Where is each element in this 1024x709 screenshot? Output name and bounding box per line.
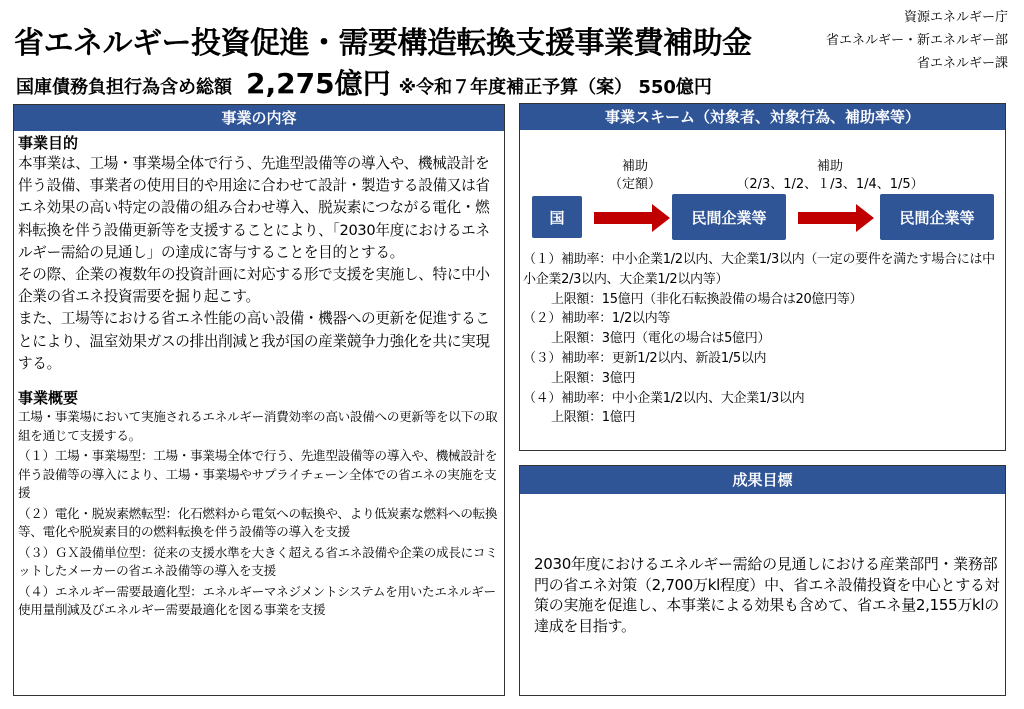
cap-item: 上限額：3億円	[551, 370, 636, 386]
panel-header: 事業スキーム（対象者、対象行為、補助率等）	[520, 104, 1005, 130]
org-department: 省エネルギー・新エネルギー部	[825, 33, 1008, 48]
purpose-paragraph: その際、企業の複数年の投資計画に対応する形で支援を実施し、特に中小企業の省エネ投資需要を掘り起こす。	[18, 266, 490, 306]
cap-item: 上限額：1億円	[551, 410, 636, 426]
total-amount: 2,275億円	[246, 67, 391, 100]
outcome-text: 2030年度におけるエネルギー需給の見通しにおける産業部門・業務部門の省エネ対策（2,700万kl程度）中、省エネ設備投資を中心とする対策の実施を促進し、本事業による効果も含めて、省エネ量2,155万klの達成を目指す。	[534, 555, 1000, 635]
overview-item: （３）ＧＸ設備単位型：従来の支援水準を大きく超える省エネ設備や企業の成長にコミットしたメーカーの省エネ設備等の導入を支援	[18, 544, 498, 579]
organization-block	[826, 6, 1008, 75]
arrow1-label: 補助 （定額）	[608, 159, 661, 192]
purpose-paragraph: 本事業は、工場・事業場全体で行う、先進型設備等の導入や、機械設計を伴う設備、事業者の使用目的や用途に合わせて設計・製造する設備又は省エネ効果の高い特定の設備の組み合わせ導入、脱炭素につながる電化・燃料転換を伴う設備更新等を支援することにより、「2030年度におけるエネルギー需給の見通し」の達成に寄与することを目的とする。	[18, 155, 490, 261]
purpose-paragraph: また、工場等における省エネ性能の高い設備・機器への更新を促進することにより、温室効果ガスの排出削減と我が国の産業競争力強化を共に実現する。	[18, 310, 490, 372]
arrow-right-icon	[798, 206, 874, 230]
overview-item: （１）工場・事業場型：工場・事業場全体で行う、先進型設備等の導入や、機械設計を伴う設備等の導入により、工場・事業場やサプライチェーン全体での省エネの実施を支援	[18, 448, 498, 501]
rate-item: （３）補助率：更新1/2以内、新設1/5以内	[523, 350, 767, 366]
total-label: 国庫債務負担行為含め総額	[16, 77, 232, 98]
budget-summary	[16, 62, 712, 102]
node-private-company: 民間企業等	[880, 194, 994, 240]
overview-item: （４）エネルギー需要最適化型：エネルギーマネジメントシステムを用いたエネルギー使用量削減及びエネルギー需要最適化を図る事業を支援	[18, 583, 496, 618]
cap-item: 上限額：15億円（非化石転換設備の場合は20億円等）	[551, 291, 863, 307]
business-content-panel	[13, 104, 505, 696]
overview-item: （２）電化・脱炭素燃転型：化石燃料から電気への転換や、より低炭素な燃料への転換等、電化や脱炭素目的の燃料転換を伴う設備等の導入を支援	[18, 505, 498, 540]
node-private-company: 民間企業等	[672, 194, 786, 240]
org-agency: 資源エネルギー庁	[903, 10, 1008, 25]
scheme-panel	[519, 103, 1006, 451]
overview-title: 事業概要	[18, 389, 79, 408]
org-division: 省エネルギー課	[916, 56, 1008, 71]
subsidy-rates-list	[520, 250, 1005, 428]
overview-intro: 工場・事業場において実施されるエネルギー消費効率の高い設備への更新等を以下の取組を通じて支援する。	[18, 409, 498, 443]
node-government: 国	[532, 196, 582, 238]
rate-item: （４）補助率：中小企業1/2以内、大企業1/3以内	[523, 390, 805, 406]
purpose-title: 事業目的	[18, 134, 79, 152]
arrow-right-icon	[594, 206, 670, 230]
arrow2-label: 補助 （2/3、1/2、１/3、1/4、1/5）	[736, 159, 924, 192]
supplementary-note: ※令和７年度補正予算（案） 550億円	[398, 77, 712, 98]
flow-diagram	[520, 130, 1005, 250]
cap-item: 上限額：3億円（電化の場合は5億円）	[551, 331, 771, 347]
panel-header: 成果目標	[520, 466, 1005, 494]
rate-item: （２）補助率：1/2以内等	[523, 311, 671, 327]
panel-header: 事業の内容	[14, 105, 504, 131]
rate-item: （１）補助率：中小企業1/2以内、大企業1/3以内（一定の要件を満たす場合には中小企業2/3以内、大企業1/2以内等）	[523, 252, 995, 287]
outcome-panel	[519, 465, 1006, 696]
page-title: 省エネルギー投資促進・需要構造転換支援事業費補助金	[14, 26, 752, 61]
